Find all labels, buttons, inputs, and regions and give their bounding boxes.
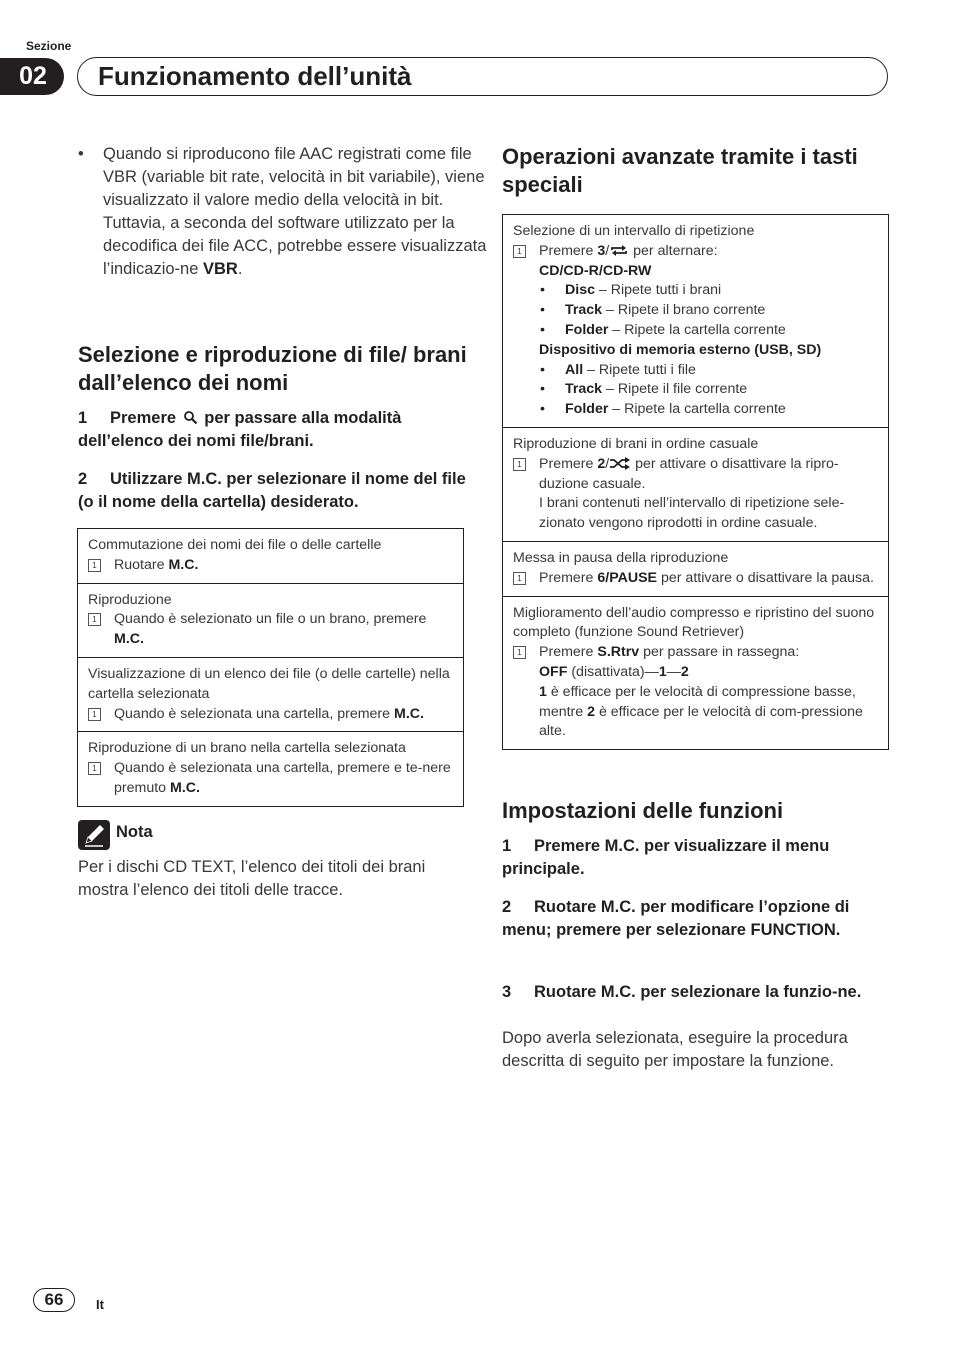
instruction-text: Premere [539,569,594,586]
row-instruction [88,705,453,725]
bullet-dot: • [78,145,84,163]
instruction-text-after: per attivare o disattivare la pausa. [660,569,874,586]
instruction-text: Quando è selezionata una cartella, premere e te-nere premuto [114,760,451,796]
row-title: Riproduzione di brani in ordine casuale [513,435,759,452]
instruction-text: Premere [539,455,594,472]
row-title: Commutazione dei nomi dei file o delle cartelle [88,537,382,553]
heading-advanced-operations: Operazioni avanzate tramite i tasti speciali [502,144,858,197]
instruction-key: 2 [597,455,606,472]
row-title: Messa in pausa della riproduzione [513,549,729,566]
step-2-right [502,896,890,942]
row-instruction [513,569,878,589]
instruction-text: Quando è selezionato un file o un brano, premere [114,611,427,628]
table-row [78,657,463,731]
table-row-sound-retriever [503,596,888,750]
language-code: It [96,1297,104,1312]
sr-dash: — [666,663,681,680]
sr-off-text: (disattivata)— [571,663,659,680]
row-title: Miglioramento dell’audio compresso e ripristino del suono completo (funzione Sound Retriever) [513,604,875,641]
list-item: • Folder – Ripete la cartella corrente [540,321,786,338]
step-box: 1 [88,559,101,572]
row-instruction [513,643,878,663]
instruction-text-after: per passare in rassegna: [643,644,800,661]
step-number: 2 [502,898,512,916]
item-text: – Ripete il brano corrente [602,302,766,319]
sr-explanation [513,683,878,742]
list-item: • All – Ripete tutti i file [540,361,696,378]
sr-text-2: è efficace per le velocità di com-pressione alte. [539,703,863,740]
sr-cycle [513,663,878,683]
instruction-key: S.Rtrv [597,644,640,661]
shuffle-icon [609,457,631,470]
search-icon [183,410,198,425]
instruction-text: Quando è selezionata una cartella, premere [114,705,391,722]
step-box: 1 [88,613,101,626]
note-label: Nota [116,823,153,841]
table-row [78,731,463,805]
row-instruction [88,610,453,650]
step-text-b: per passare alla modalità dell’elenco dei nomi file/brani. [78,409,402,450]
cd-list [513,281,878,340]
list-item: • Folder – Ripete la cartella corrente [540,401,786,418]
table-row [78,529,463,583]
step-box: 1 [513,245,526,258]
step-number: 1 [502,837,512,855]
list-item: • Track – Ripete il file corrente [540,381,748,398]
heading-file-selection: Selezione e riproduzione di file/ brani dall’elenco dei nomi [78,342,467,395]
table-row [78,583,463,657]
step-text: Ruotare M.C. per selezionare la funzio-ne. [534,983,862,1001]
sr-text-1: è efficace per le velocità di compressione basse, mentre [539,683,856,720]
sr-off: OFF [539,663,568,680]
instruction-key: M.C. [170,779,200,796]
instruction-text: Premere [539,644,594,661]
step-2-left [78,468,466,514]
instruction-key: M.C. [168,556,199,573]
note-text: Per i dischi CD TEXT, l’elenco dei titoli dei brani mostra l’elenco dei titoli delle tracce. [78,858,426,899]
step-text: Utilizzare M.C. per selezionare il nome del file (o il nome della cartella) desiderato. [78,470,466,511]
list-item: • Track – Ripete il brano corrente [540,302,766,319]
usb-header: Dispositivo di memoria esterno (USB, SD) [539,341,822,358]
bullet-end: . [237,260,243,278]
item-text: – Ripete il file corrente [602,381,748,398]
step-1-left [78,407,463,453]
item-text: – Ripete tutti i brani [594,282,722,299]
row-title: Riproduzione [88,591,172,608]
instruction-key: 6/PAUSE [597,569,658,586]
instruction-key: M.C. [394,705,424,722]
step-3-right [502,981,890,1004]
sr-two: 2 [680,663,689,680]
item-key: Folder [565,401,609,418]
step-box: 1 [513,572,526,585]
item-key: Track [565,302,603,319]
step-number: 1 [78,409,88,427]
step-number: 3 [502,983,512,1001]
table-row-repeat [503,215,888,427]
repeat-icon [609,244,629,257]
usb-list [513,361,878,420]
row-title: Selezione di un intervallo di ripetizione [513,223,755,239]
step-text: Premere M.C. per visualizzare il menu principale. [502,837,830,878]
item-key: Track [565,381,603,398]
heading-function-settings: Impostazioni delle funzioni [502,798,784,823]
step-number: 2 [78,470,88,488]
instruction-text-after: per alternare: [633,242,718,259]
page-number: 66 [33,1288,75,1312]
row-extra: I brani contenuti nell’intervallo di ripetizione sele-zionato vengono riprodotti in ordine casuale. [539,495,845,532]
sr-one: 1 [658,663,667,680]
file-operations-table [77,528,464,807]
page-title: Funzionamento dell’unità [98,61,412,91]
step-3-body: Dopo averla selezionata, eseguire la procedura descritta di seguito per impostare la funzione. [502,1029,848,1070]
bullet-aac-vbr [78,143,488,281]
item-text: – Ripete tutti i file [583,361,696,378]
sr-level-2: 2 [587,703,595,720]
instruction-key: 3 [597,242,606,259]
pencil-icon [78,820,110,850]
bullet-text: Quando si riproducono file AAC registrati come file VBR (variable bit rate, velocità in bit variabile), viene visualizzato il valore medio della velocità in bit. Tuttavia, a seconda del software utilizzato per la decodifica dei file ACC, potrebbe essere visualizzata l’indicazio-ne [103,145,487,278]
special-keys-table [502,214,889,750]
section-label: Sezione [26,39,72,53]
row-title: Riproduzione di un brano nella cartella selezionata [88,740,406,757]
step-text: Ruotare M.C. per modificare l’opzione di menu; premere per selezionare FUNCTION. [502,898,850,939]
list-item: • Disc – Ripete tutti i brani [540,282,722,299]
item-key: Folder [565,321,609,338]
note-pencil-icon [78,820,110,850]
item-key: Disc [565,282,595,299]
step-box: 1 [513,458,526,471]
instruction-text-after: per attivare o disattivare la ripro-duzione casuale. [539,455,839,492]
row-title: Visualizzazione di un elenco dei file (o delle cartelle) nella cartella selezionata [88,665,450,702]
instruction-text: Premere [539,242,594,259]
row-instruction [88,759,453,799]
row-instruction [88,556,453,576]
bullet-bold: VBR [202,260,238,278]
section-number-badge: 02 [0,58,64,95]
instruction-text: Ruotare [114,556,165,573]
sr-level-1: 1 [539,683,547,700]
item-text: – Ripete la cartella corrente [608,321,786,338]
instruction-key: M.C. [114,631,144,648]
step-box: 1 [88,708,101,721]
table-row-pause [503,541,888,596]
item-text: – Ripete la cartella corrente [608,401,786,418]
table-row-random [503,427,888,541]
row-instruction: 1 Premere 2/ per attivare o disattivare la ripro-duzione casuale. [513,455,878,495]
step-1-right [502,835,890,881]
step-text-a: Premere [110,409,177,427]
step-box: 1 [88,762,101,775]
item-key: All [565,361,584,378]
row-instruction: 1 Premere 3/ per alternare: [513,242,878,262]
step-box: 1 [513,646,526,659]
cd-header: CD/CD-R/CD-RW [539,262,652,279]
